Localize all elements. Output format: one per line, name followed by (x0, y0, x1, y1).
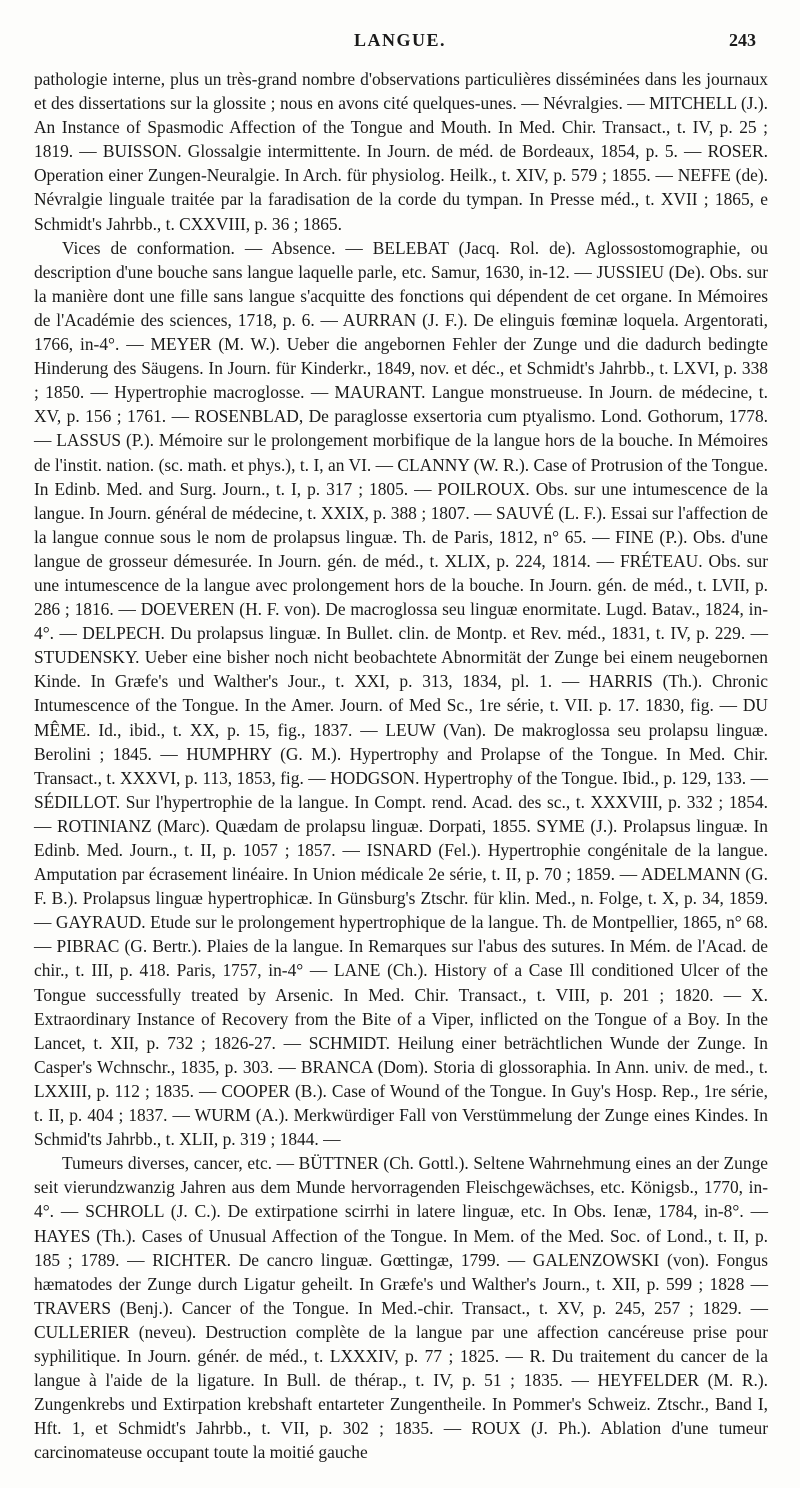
paragraph-vices-de-conformation: Vices de conformation. — Absence. — BELEBAT (Jacq. Rol. de). Aglossostomographie, ou description d'une bouche sans langue laquelle parle, etc. Samur, 1630, in-12. — JUSSIEU (De). Obs. sur la manière dont une fille sans langue s'acquitte des fonctions qui dépendent de cet organe. In Mémoires de l'Académie des sciences, 1718, p. 6. — AURRAN (J. F.). De elinguis fœminæ loquela. Argentorati, 1766, in-4°. — MEYER (M. W.). Ueber die angebornen Fehler der Zunge und die dadurch bedingte Hinderung des Säugens. In Journ. für Kinderkr., 1849, nov. et déc., et Schmidt's Jahrbb., t. LXVI, p. 338 ; 1850. — Hypertrophie macroglosse. — MAURANT. Langue monstrueuse. In Journ. de médecine, t. XV, p. 156 ; 1761. — ROSENBLAD, De paraglosse exsertoria cum ptyalismo. Lond. Gothorum, 1778. — LASSUS (P.). Mémoire sur le prolongement morbifique de la langue hors de la bouche. In Mémoires de l'instit. nation. (sc. math. et phys.), t. I, an VI. — CLANNY (W. R.). Case of Protrusion of the Tongue. In Edinb. Med. and Surg. Journ., t. I, p. 317 ; 1805. — POILROUX. Obs. sur une intumescence de la langue. In Journ. général de médecine, t. XXIX, p. 388 ; 1807. — SAUVÉ (L. F.). Essai sur l'affection de la langue connue sous le nom de prolapsus linguæ. Th. de Paris, 1812, n° 65. — FINE (P.). Obs. d'une langue de grosseur démesurée. In Journ. gén. de méd., t. XLIX, p. 224, 1814. — FRÉTEAU. Obs. sur une intumescence de la langue avec prolongement hors de la bouche. In Journ. gén. de méd., t. LVII, p. 286 ; 1816. — DOEVEREN (H. F. von). De macroglossa seu linguæ enormitate. Lugd. Batav., 1824, in-4°. — DELPECH. Du prolapsus linguæ. In Bullet. clin. de Montp. et Rev. méd., 1831, t. IV, p. 229. — STUDENSKY. Ueber eine bisher noch nicht beobachtete Abnormität der Zunge bei einem neugebornen Kinde. In Græfe's und Walther's Jour., t. XXI, p. 313, 1834, pl. 1. — HARRIS (Th.). Chronic Intumescence of the Tongue. In the Amer. Journ. of Med Sc., 1re série, t. VII. p. 17. 1830, fig. — DU MÊME. Id., ibid., t. XX, p. 15, fig., 1837. — LEUW (Van). De makroglossa seu prolapsu linguæ. Berolini ; 1845. — HUMPHRY (G. M.). Hypertrophy and Prolapse of the Tongue. In Med. Chir. Transact., t. XXXVI, p. 113, 1853, fig. — HODGSON. Hypertrophy of the Tongue. Ibid., p. 129, 133. — SÉDILLOT. Sur l'hypertrophie de la langue. In Compt. rend. Acad. des sc., t. XXXVIII, p. 332 ; 1854. — ROTINIANZ (Marc). Quædam de prolapsu linguæ. Dorpati, 1855. SYME (J.). Prolapsus linguæ. In Edinb. Med. Journ., t. II, p. 1057 ; 1857. — ISNARD (Fel.). Hypertrophie congénitale de la langue. Amputation par écrasement linéaire. In Union médicale 2e série, t. II, p. 70 ; 1859. — ADELMANN (G. F. B.). Prolapsus linguæ hypertrophicæ. In Günsburg's Ztschr. für klin. Med., n. Folge, t. X, p. 34, 1859. — GAYRAUD. Etude sur le prolongement hypertrophique de la langue. Th. de Montpellier, 1865, n° 68. — PIBRAC (G. Bertr.). Plaies de la langue. In Remarques sur l'abus des sutures. In Mém. de l'Acad. de chir., t. III, p. 418. Paris, 1757, in-4° — LANE (Ch.). History of a Case Ill conditioned Ulcer of the Tongue successfully treated by Arsenic. In Med. Chir. Transact., t. VIII, p. 201 ; 1820. — X. Extraordinary Instance of Recovery from the Bite of a Viper, inflicted on the Tongue of a Boy. In the Lancet, t. XII, p. 732 ; 1826-27. — SCHMIDT. Heilung einer beträchtlichen Wunde der Zunge. In Casper's Wchnschr., 1835, p. 303. — BRANCA (Dom). Storia di glossoraphia. In Ann. univ. de med., t. LXXIII, p. 112 ; 1835. — COOPER (B.). Case of Wound of the Tongue. In Guy's Hosp. Rep., 1re série, t. II, p. 404 ; 1837. — WURM (A.). Merkwürdiger Fall von Verstümmelung der Zunge eines Kindes. In Schmid'ts Jahrbb., t. XLII, p. 319 ; 1844. — (34, 237, 768, 1150)
page-header (34, 30, 766, 58)
page-number: 243 (729, 30, 756, 50)
paragraph-tumeurs-diverses: Tumeurs diverses, cancer, etc. — BÜTTNER (Ch. Gottl.). Seltene Wahrnehmung eines an der Zunge seit vierundzwanzig Jahren aus dem Munde hervorragenden Fleischgewächses, etc. Königsb., 1770, in-4°. — SCHROLL (J. C.). De extirpatione scirrhi in latere linguæ, etc. In Obs. Ienæ, 1784, in-8°. — HAYES (Th.). Cases of Unusual Affection of the Tongue. In Mem. of the Med. Soc. of Lond., t. II, p. 185 ; 1789. — RICHTER. De cancro linguæ. Gœttingæ, 1799. — GALENZOWSKI (von). Fongus hæmatodes der Zunge durch Ligatur geheilt. In Græfe's und Walther's Journ., t. XII, p. 599 ; 1828 — TRAVERS (Benj.). Cancer of the Tongue. In Med.-chir. Transact., t. XV, p. 245, 257 ; 1829. — CULLERIER (neveu). Destruction complète de la langue par une affection cancéreuse prise pour syphilitique. In Journ. génér. de méd., t. LXXXIV, p. 77 ; 1825. — R. Du traitement du cancer de la langue à l'aide de la ligature. In Bull. de thérap., t. IV, p. 51 ; 1835. — HEYFELDER (M. R.). Zungenkrebs und Extirpation krebshaft entarteter Zungentheile. In Pommer's Schweiz. Ztschr., Band I, Hft. 1, et Schmidt's Jahrbb., t. VII, p. 302 ; 1835. — ROUX (J. Ph.). Ablation d'une tumeur carcinomateuse occupant toute la moitié gauche (34, 1153, 768, 1463)
paragraph-nevralgies: pathologie interne, plus un très-grand nombre d'observations particulières disséminées dans les journaux et des dissertations sur la glossite ; nous en avons cité quelques-unes. — Névralgies. — MITCHELL (J.). An Instance of Spasmodic Affection of the Tongue and Mouth. In Med. Chir. Transact., t. IV, p. 25 ; 1819. — BUISSON. Glossalgie intermittente. In Journ. de méd. de Bordeaux, 1854, p. 5. — ROSER. Operation einer Zungen-Neuralgie. In Arch. für physiolog. Heilk., t. XIV, p. 579 ; 1855. — NEFFE (de). Névralgie linguale traitée par la faradisation de la corde du tympan. In Presse méd., t. XVII ; 1865, e Schmidt's Jahrbb., t. CXXVIII, p. 36 ; 1865. (34, 69, 768, 234)
body-text (34, 67, 768, 1464)
running-title: LANGUE. (353, 30, 446, 50)
